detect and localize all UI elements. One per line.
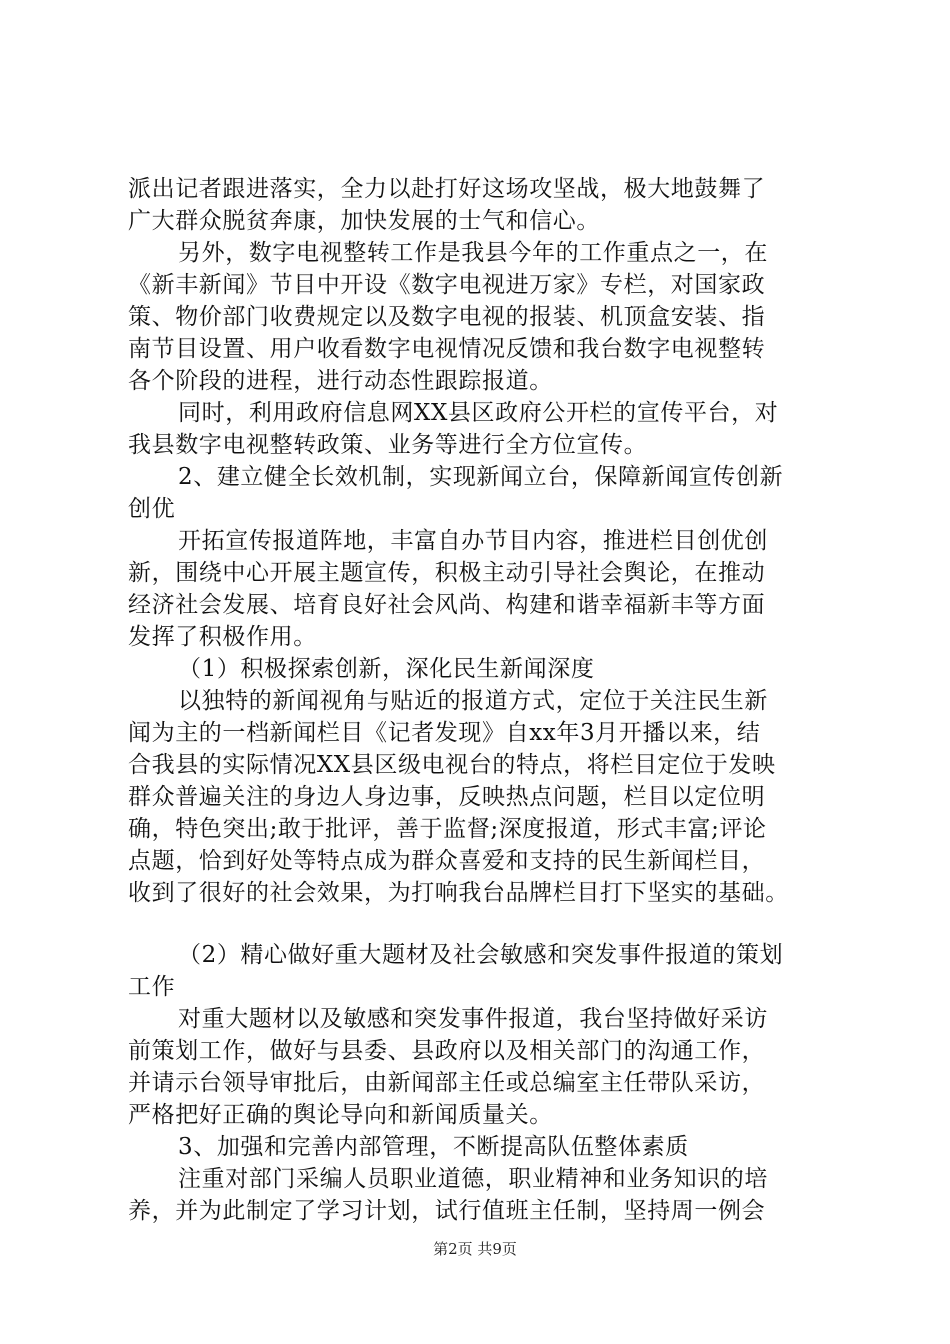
subsection-heading-cont: 工作 — [128, 974, 176, 1000]
text-line: 发挥了积极作用。 — [128, 624, 317, 650]
text-line: 对重大题材以及敏感和突发事件报道，我台坚持做好采访 — [178, 1006, 768, 1032]
text-line: 开拓宣传报道阵地，丰富自办节目内容，推进栏目创优创 — [178, 528, 768, 554]
text-line: 《新丰新闻》节目中开设《数字电视进万家》专栏，对国家政 — [128, 272, 766, 298]
section-heading: 2、建立健全长效机制，实现新闻立台，保障新闻宣传创新 — [178, 464, 784, 490]
subsection-heading: （2）精心做好重大题材及社会敏感和突发事件报道的策划 — [178, 942, 784, 968]
text-line: 派出记者跟进落实，全力以赴打好这场攻坚战，极大地鼓舞了 — [128, 176, 766, 202]
text-line: 南节目设置、用户收看数字电视情况反馈和我台数字电视整转 — [128, 336, 766, 362]
paragraph-gap — [128, 909, 843, 939]
text-line: 我县数字电视整转政策、业务等进行全方位宣传。 — [128, 432, 648, 458]
text-line: 策、物价部门收费规定以及数字电视的报装、机顶盒安装、指 — [128, 304, 766, 330]
text-line: 各个阶段的进程，进行动态性跟踪报道。 — [128, 368, 553, 394]
text-line: 另外，数字电视整转工作是我县今年的工作重点之一，在 — [178, 240, 768, 266]
text-line: 前策划工作，做好与县委、县政府以及相关部门的沟通工作， — [128, 1038, 766, 1064]
text-line: 养，并为此制定了学习计划，试行值班主任制，坚持周一例会 — [128, 1198, 766, 1224]
text-line: 以独特的新闻视角与贴近的报道方式，定位于关注民生新 — [178, 688, 768, 714]
text-line: 广大群众脱贫奔康，加快发展的士气和信心。 — [128, 208, 600, 234]
section-heading-cont: 创优 — [128, 496, 176, 522]
subsection-heading: （1）积极探索创新，深化民生新闻深度 — [178, 656, 595, 682]
text-line: 注重对部门采编人员职业道德，职业精神和业务知识的培 — [178, 1166, 768, 1192]
text-line: 点题，恰到好处等特点成为群众喜爱和支持的民生新闻栏目， — [128, 848, 766, 874]
text-line: 闻为主的一档新闻栏目《记者发现》自xx年3月开播以来，结 — [128, 720, 761, 746]
text-line: 经济社会发展、培育良好社会风尚、构建和谐幸福新丰等方面 — [128, 592, 766, 618]
document-body — [128, 173, 843, 1227]
page-footer: 第2页 共9页 — [433, 1240, 517, 1258]
section-heading: 3、加强和完善内部管理，不断提高队伍整体素质 — [178, 1134, 689, 1160]
text-line: 同时，利用政府信息网XX县区政府公开栏的宣传平台，对 — [178, 400, 779, 426]
text-line: 收到了很好的社会效果，为打响我台品牌栏目打下坚实的基础。 — [128, 880, 789, 906]
text-line: 并请示台领导审批后，由新闻部主任或总编室主任带队采访， — [128, 1070, 766, 1096]
text-line: 群众普遍关注的身边人身边事，反映热点问题，栏目以定位明 — [128, 784, 766, 810]
text-line: 合我县的实际情况XX县区级电视台的特点，将栏目定位于发映 — [128, 752, 776, 778]
text-line: 严格把好正确的舆论导向和新闻质量关。 — [128, 1102, 553, 1128]
text-line: 新，围绕中心开展主题宣传，积极主动引导社会舆论，在推动 — [128, 560, 766, 586]
text-line: 确，特色突出;敢于批评，善于监督;深度报道，形式丰富;评论 — [128, 816, 767, 842]
